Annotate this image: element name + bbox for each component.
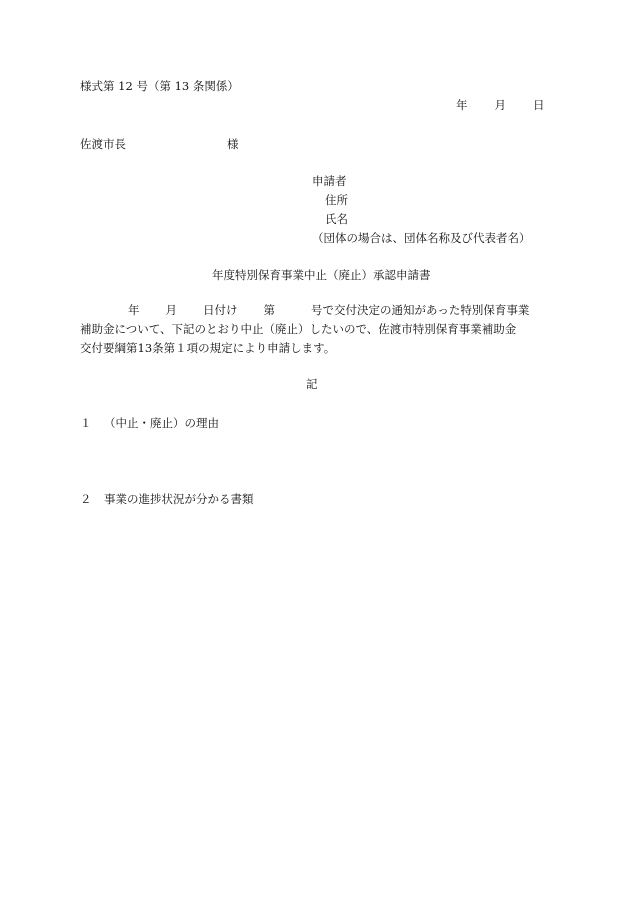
date-day: 日: [533, 98, 545, 112]
body-month: 月: [165, 303, 177, 317]
date-month: 月: [494, 98, 506, 112]
applicant-name-label: 氏名: [325, 212, 348, 226]
body-text: [80, 305, 550, 362]
body-number-prefix: 第: [263, 303, 275, 317]
addressee-name: 佐渡市長: [80, 137, 126, 151]
form-number: 様式第 12 号（第 13 条関係）: [80, 79, 239, 93]
addressee-honorific: 様: [227, 137, 239, 151]
item-2-text: 事業の進捗状況が分かる書類: [104, 492, 254, 506]
applicant-block: [312, 176, 531, 252]
date-year: 年: [456, 98, 468, 112]
date-line: [456, 100, 545, 112]
item-2-number: ２: [80, 492, 92, 506]
body-dated: 日付け: [203, 303, 238, 317]
document-title: 年度特別保育事業中止（廃止）承認申請書: [212, 268, 431, 282]
body-line-3: 交付要綱第13条第１項の規定により申請します。: [80, 341, 336, 355]
addressee: [80, 137, 239, 151]
body-line-1-rest: 号で交付決定の通知があった特別保育事業: [311, 303, 530, 317]
applicant-note: （団体の場合は、団体名称及び代表者名）: [312, 231, 531, 245]
item-1: [80, 418, 219, 430]
item-1-text: （中止・廃止）の理由: [104, 416, 219, 430]
item-1-number: １: [80, 416, 92, 430]
item-2: [80, 494, 254, 506]
body-line-2: 補助金について、下記のとおり中止（廃止）したいので、佐渡市特別保育事業補助金: [80, 322, 517, 336]
ki-heading: 記: [306, 377, 318, 391]
body-year: 年: [128, 303, 140, 317]
applicant-label: 申請者: [312, 174, 347, 188]
applicant-address-label: 住所: [325, 193, 348, 207]
